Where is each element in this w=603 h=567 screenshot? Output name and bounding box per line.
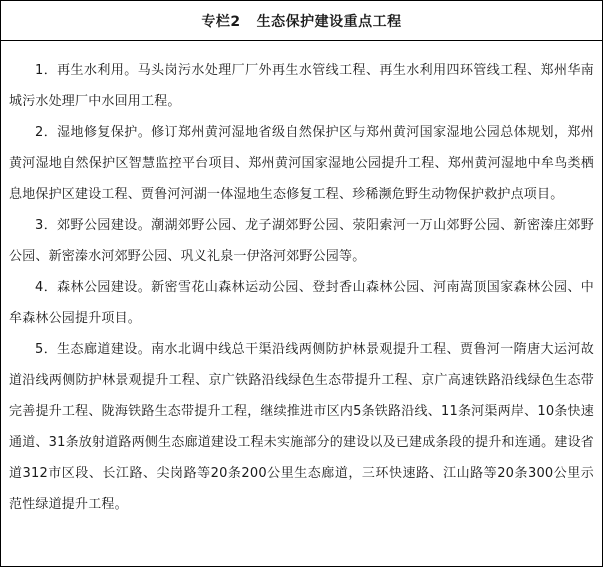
- column-label: 专栏2: [201, 13, 241, 30]
- paragraph-ecological-corridor: 5．生态廊道建设。南水北调中线总干渠沿线两侧防护林景观提升工程、贾鲁河一隋唐大运河故道沿线两侧防护林景观提升工程、京广铁路沿线绿色生态带提升工程、京广高速铁路沿线绿色生态带完善提升工程、陇海铁路生态带提升工程，继续推进市区内5条铁路沿线、11条河渠两岸、10条快速通道、31条放射道路两侧生态廊道建设工程未实施部分的建设以及已建成条段的提升和连通。建设省道312市区段、长江路、尖岗路等20条200公里生态廊道，三环快速路、江山路等20条300公里示范性绿道提升工程。: [9, 342, 594, 512]
- paragraph-wetland-restoration: 2．湿地修复保护。修订郑州黄河湿地省级自然保护区与郑州黄河国家湿地公园总体规划，郑州黄河湿地自然保护区智慧监控平台项目、郑州黄河国家湿地公园提升工程、郑州黄河湿地中牟鸟类栖息地保护区建设工程、贾鲁河河湖一体湿地生态修复工程、珍稀濒危野生动物保护救护点项目。: [9, 125, 594, 202]
- box-body: [1, 41, 602, 520]
- paragraph-reclaimed-water: 1．再生水利用。马头岗污水处理厂厂外再生水管线工程、再生水利用四环管线工程、郑州华南城污水处理厂中水回用工程。: [9, 63, 594, 109]
- paragraph-country-park: 3．郊野公园建设。潮湖郊野公园、龙子湖郊野公园、荥阳索河一万山郊野公园、新密溱庄郊野公园、新密溱水河郊野公园、巩义礼泉一伊洛河郊野公园等。: [9, 218, 594, 264]
- column-heading: 生态保护建设重点工程: [256, 13, 402, 30]
- box-title: [1, 1, 602, 41]
- paragraph-forest-park: 4．森林公园建设。新密雪花山森林运动公园、登封香山森林公园、河南嵩顶国家森林公园、中牟森林公园提升项目。: [9, 280, 594, 326]
